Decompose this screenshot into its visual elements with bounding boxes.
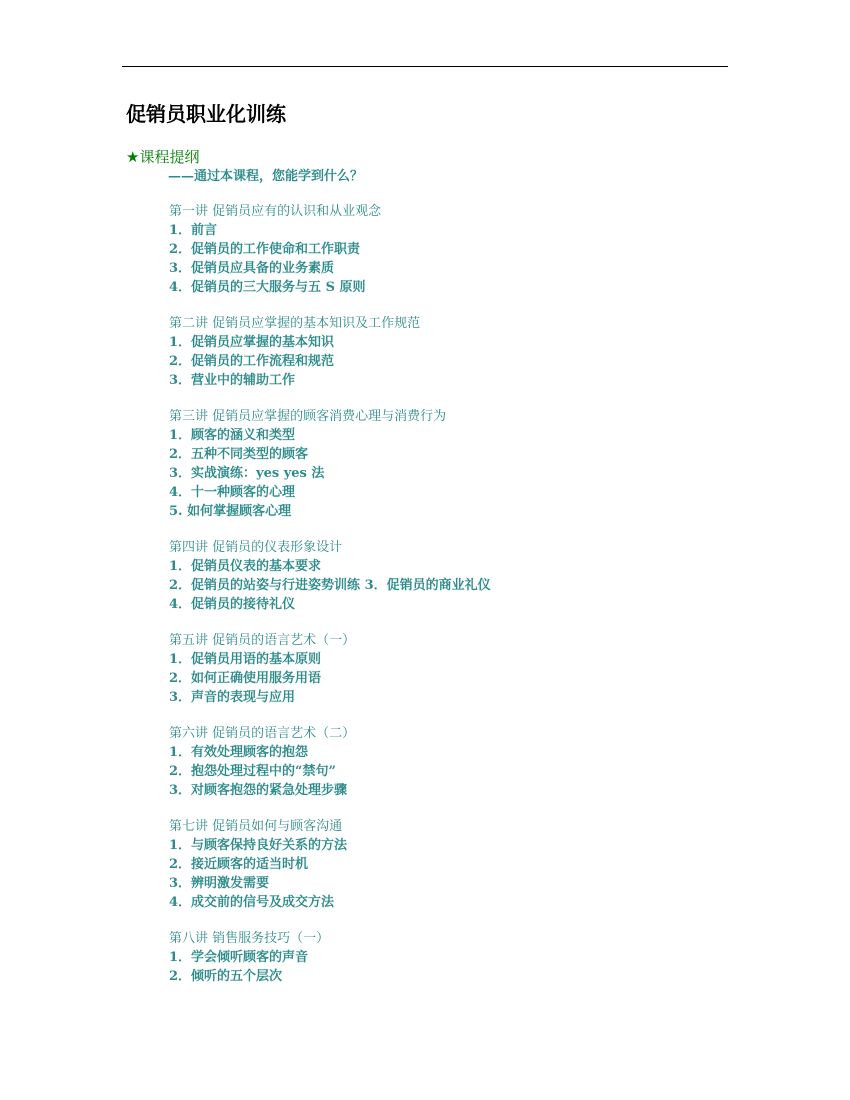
lecture-item: 1．与顾客保持良好关系的方法	[169, 838, 348, 853]
lecture-item: 3．声音的表现与应用	[169, 690, 296, 705]
outline-subtitle: ——通过本课程，您能学到什么？	[168, 169, 364, 184]
lecture-title: 第二讲 促销员应掌握的基本知识及工作规范	[169, 316, 421, 331]
lecture-item: 2．如何正确使用服务用语	[169, 671, 322, 686]
lecture-title: 第五讲 促销员的语言艺术（一）	[169, 633, 356, 648]
lecture-item: 1．促销员应掌握的基本知识	[169, 335, 335, 350]
lecture-block	[169, 314, 729, 390]
lecture-title: 第一讲 促销员应有的认识和从业观念	[169, 204, 382, 219]
lecture-block	[169, 929, 729, 986]
lecture-item: 2．促销员的工作使命和工作职责	[169, 242, 361, 257]
lecture-item: 2．促销员的工作流程和规范	[169, 354, 335, 369]
lecture-title: 第三讲 促销员应掌握的顾客消费心理与消费行为	[169, 409, 447, 424]
lecture-block	[169, 724, 729, 800]
lecture-item: 3．对顾客抱怨的紧急处理步骤	[169, 783, 348, 798]
lecture-item: 1．顾客的涵义和类型	[169, 428, 296, 443]
lecture-item: 3．促销员应具备的业务素质	[169, 261, 335, 276]
lecture-item: 4．促销员的三大服务与五 S 原则	[169, 280, 366, 295]
lecture-block	[169, 817, 729, 912]
lecture-item: 1．学会倾听顾客的声音	[169, 950, 309, 965]
lecture-title: 第六讲 促销员的语言艺术（二）	[169, 726, 356, 741]
lecture-block	[169, 631, 729, 707]
lecture-item: 1．促销员用语的基本原则	[169, 652, 322, 667]
lecture-item: 4．促销员的接待礼仪	[169, 597, 296, 612]
lecture-item: 3．营业中的辅助工作	[169, 373, 296, 388]
header-rule	[122, 66, 728, 67]
lecture-item: 2．抱怨处理过程中的“禁句”	[169, 764, 337, 779]
lecture-block	[169, 202, 729, 297]
lecture-title: 第八讲 销售服务技巧（一）	[169, 931, 330, 946]
outline-heading: ★课程提纲	[126, 148, 200, 166]
lecture-item: 2．倾听的五个层次	[169, 969, 283, 984]
lecture-list	[169, 202, 729, 1003]
lecture-item: 3．实战演练：yes yes 法	[169, 466, 325, 481]
lecture-item: 3．辨明激发需要	[169, 876, 270, 891]
lecture-item: 1．前言	[169, 223, 218, 238]
lecture-title: 第七讲 促销员如何与顾客沟通	[169, 819, 343, 834]
lecture-block	[169, 407, 729, 521]
lecture-item: 4．十一种顾客的心理	[169, 485, 296, 500]
lecture-block	[169, 538, 729, 614]
lecture-item: 1．促销员仪表的基本要求	[169, 559, 322, 574]
lecture-item: 5. 如何掌握顾客心理	[169, 504, 292, 519]
lecture-item: 2．接近顾客的适当时机	[169, 857, 309, 872]
page-title: 促销员职业化训练	[126, 102, 286, 126]
lecture-item: 2．五种不同类型的顾客	[169, 447, 309, 462]
lecture-title: 第四讲 促销员的仪表形象设计	[169, 540, 343, 555]
lecture-item: 4．成交前的信号及成交方法	[169, 895, 335, 910]
lecture-item: 2．促销员的站姿与行进姿势训练 3．促销员的商业礼仪	[169, 578, 491, 593]
lecture-item: 1．有效处理顾客的抱怨	[169, 745, 309, 760]
